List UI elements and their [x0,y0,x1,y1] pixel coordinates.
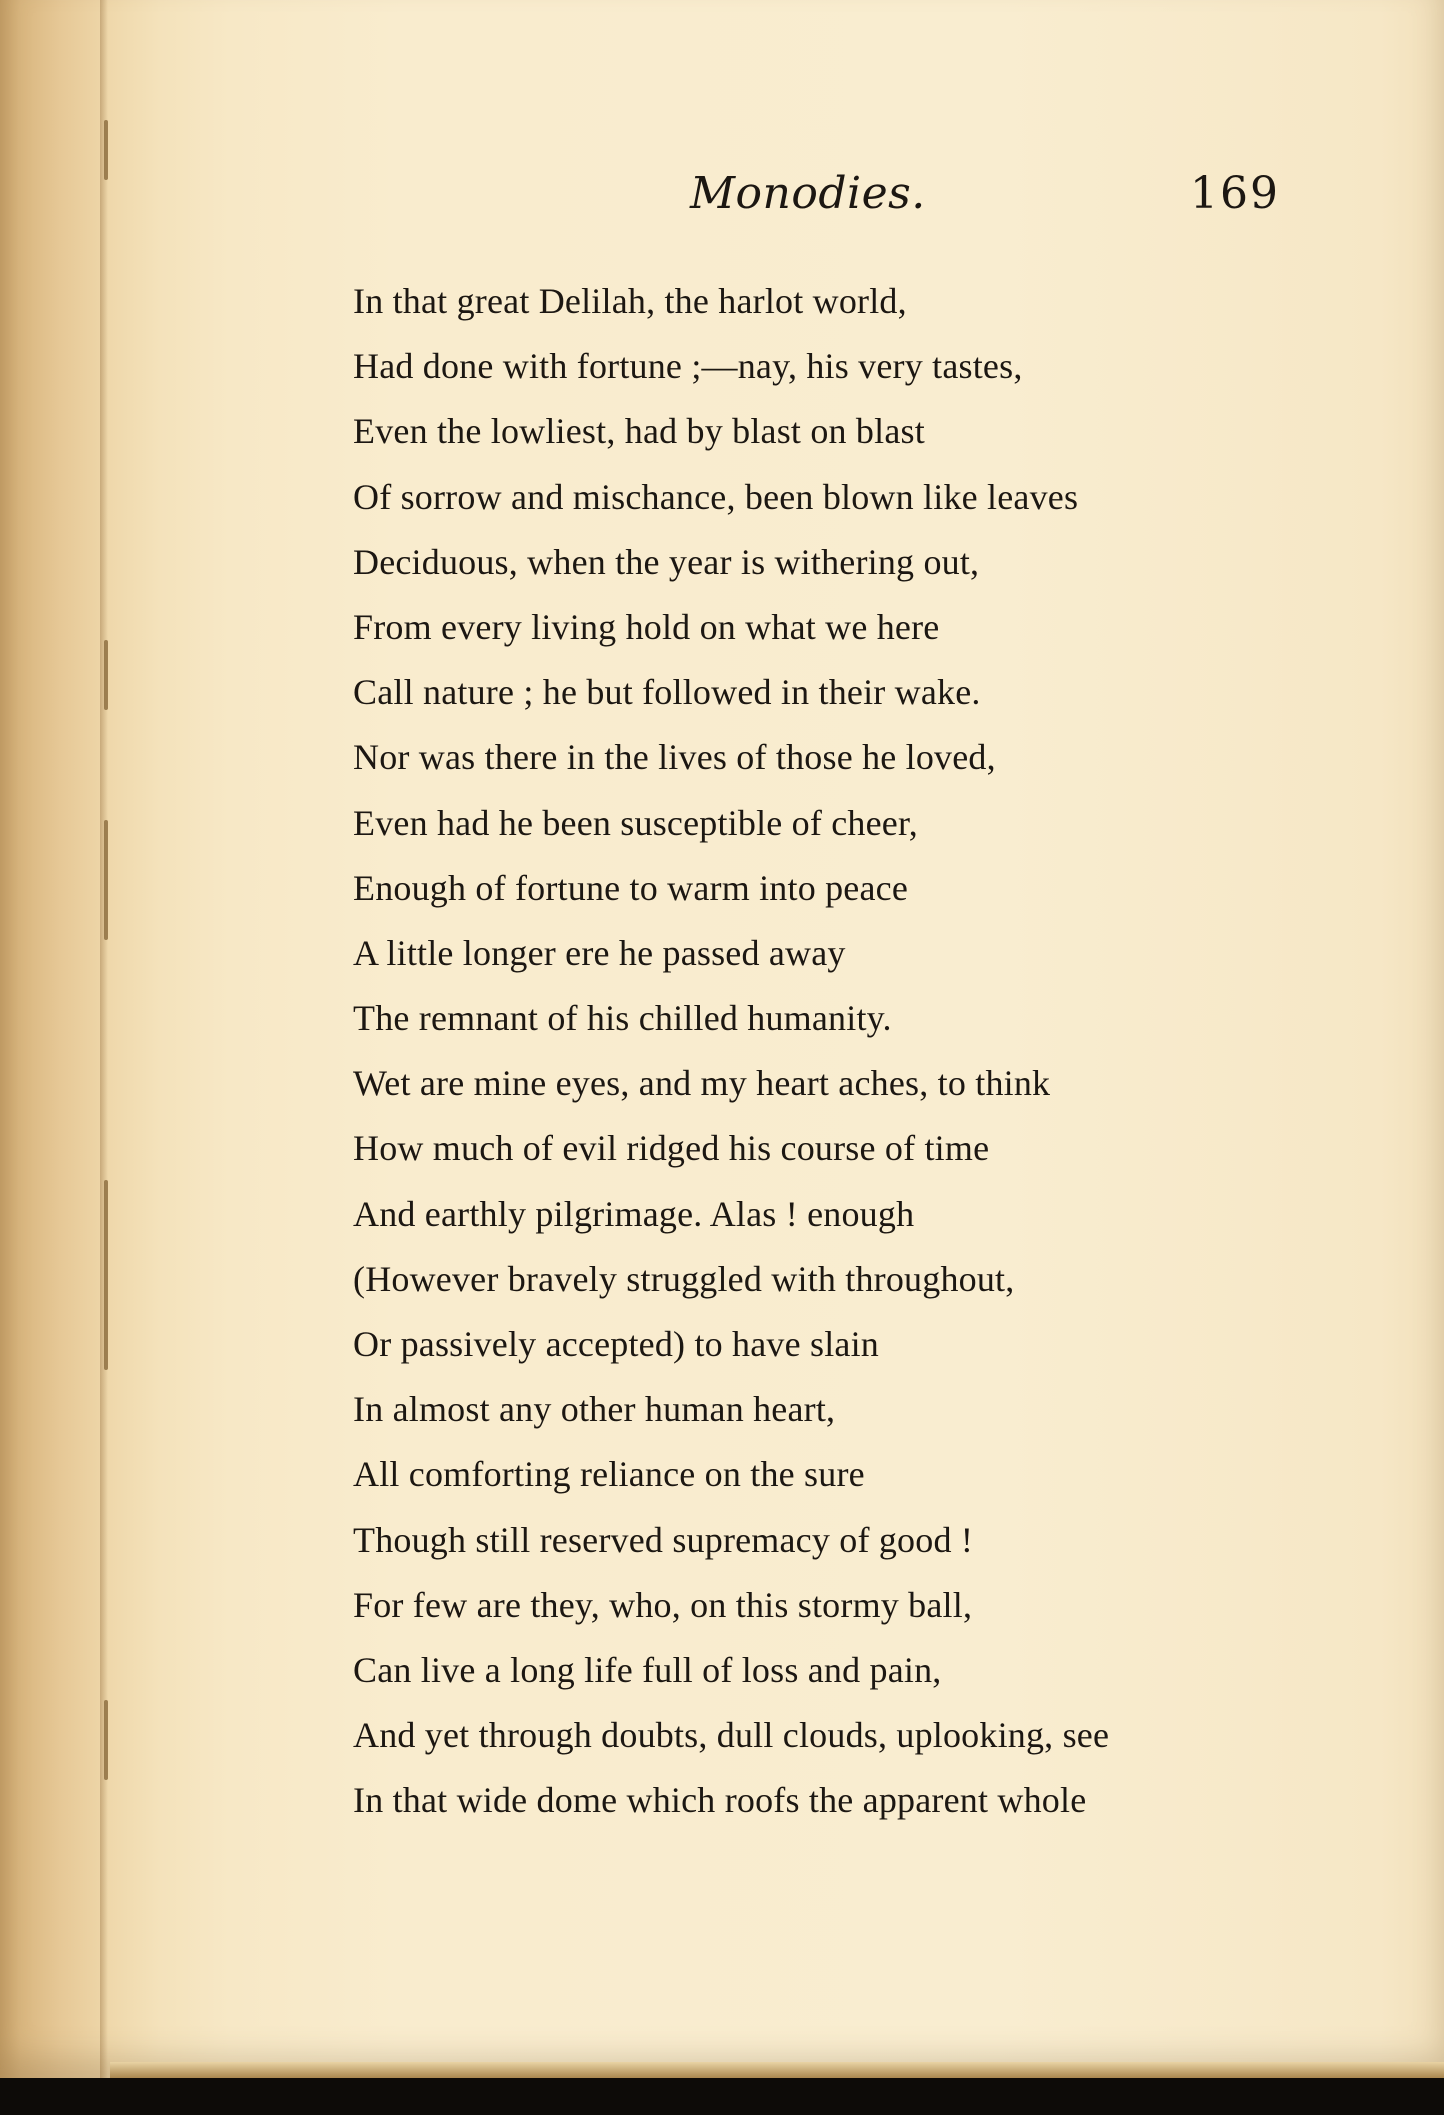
poem-line: Call nature ; he but followed in their wake. [353,672,981,713]
poem-line: The remnant of his chilled humanity. [353,998,892,1039]
scan-background [0,2078,1444,2115]
gutter-mark [104,640,108,710]
page-bottom-edge [110,2062,1444,2078]
poem-line: (However bravely struggled with throughout, [353,1258,1015,1299]
poem-line: Even had he been susceptible of cheer, [353,802,918,843]
poem-line: All comforting reliance on the sure [353,1454,865,1495]
gutter-mark [104,820,108,940]
poem-line: Enough of fortune to warm into peace [353,867,909,908]
poem-line: In that wide dome which roofs the apparent whole [353,1780,1087,1821]
gutter-mark [104,1700,108,1780]
poem-line: And yet through doubts, dull clouds, uplooking, see [353,1715,1110,1756]
poem-line: Though still reserved supremacy of good ! [353,1519,974,1560]
poem-line: Or passively accepted) to have slain [353,1324,880,1364]
running-title: Monodies. [690,168,926,219]
poem-line: Nor was there in the lives of those he loved, [353,737,996,778]
poem-line: In almost any other human heart, [353,1389,836,1430]
gutter-mark [104,1180,108,1370]
page-header [0,168,1444,228]
poem-line: Had done with fortune ;—nay, his very tastes, [353,346,1023,387]
poem-line: For few are they, who, on this stormy ball, [353,1584,973,1625]
poem-line: A little longer ere he passed away [353,932,846,973]
poem-line: Wet are mine eyes, and my heart aches, to think [353,1063,1051,1104]
poem-text [353,277,1353,1842]
page-number: 169 [1190,168,1280,219]
poem-line: Deciduous, when the year is withering out, [353,541,980,582]
poem-line: How much of evil ridged his course of time [353,1128,990,1169]
poem-line: From every living hold on what we here [353,606,940,647]
poem-line: Can live a long life full of loss and pain, [353,1649,942,1690]
poem-line: And earthly pilgrimage. Alas ! enough [353,1193,915,1234]
poem-line: In that great Delilah, the harlot world, [353,281,907,321]
poem-line: Even the lowliest, had by blast on blast [353,411,925,452]
poem-line: Of sorrow and mischance, been blown like leaves [353,476,1079,517]
